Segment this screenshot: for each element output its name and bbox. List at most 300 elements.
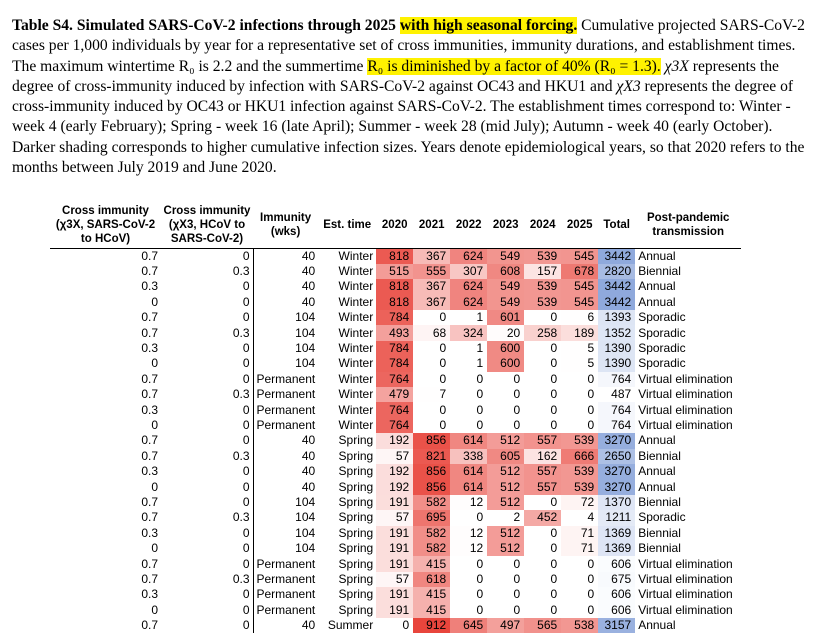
cell-y2025: 0: [561, 402, 598, 417]
cell-y2022: 0: [450, 602, 487, 617]
cell-total: 1369: [598, 541, 635, 556]
cell-cross-x3: 0: [161, 356, 253, 371]
cell-est-time: Spring: [338, 587, 374, 602]
cell-y2022: 12: [450, 495, 487, 510]
caption-highlight-forcing: with high seasonal forcing.: [399, 17, 578, 34]
cell-y2023: 497: [487, 618, 524, 633]
cell-y2025: 6: [561, 310, 598, 325]
cell-cross-x3: 0: [161, 279, 253, 294]
cell-total: 3270: [598, 433, 635, 448]
cell-cross-x3: 0.3: [161, 325, 253, 340]
cell-immunity: 40: [301, 248, 316, 263]
cell-est-time: Winter: [338, 294, 374, 309]
cell-total: 1370: [598, 495, 635, 510]
cell-cross-3x: 0: [151, 356, 158, 371]
cell-cross-3x: 0.7: [141, 371, 158, 386]
cell-immunity: 40: [301, 279, 316, 294]
cell-y2025: 0: [561, 602, 598, 617]
cell-total: 2650: [598, 449, 635, 464]
cell-y2021: 415: [413, 602, 450, 617]
cell-cross-x3: 0: [161, 295, 253, 310]
cell-y2024: 258: [524, 325, 561, 340]
cell-cross-x3: 0: [161, 402, 253, 417]
cell-est-time: Spring: [338, 571, 374, 586]
cell-immunity: Permanent: [256, 587, 316, 602]
cell-total: 3270: [598, 479, 635, 494]
cell-y2023: 512: [487, 526, 524, 541]
cell-y2023: 512: [487, 495, 524, 510]
cell-cross-3x: 0.7: [141, 618, 158, 633]
header-2020: 2020: [376, 202, 413, 248]
cell-y2021: 0: [413, 372, 450, 387]
cell-est-time: Winter: [338, 341, 374, 356]
cell-y2022: 0: [450, 387, 487, 402]
cell-y2021: 367: [413, 295, 450, 310]
cell-y2020: 784: [376, 356, 413, 371]
cell-y2021: 415: [413, 587, 450, 602]
infections-table: [50, 202, 741, 633]
cell-immunity: 104: [295, 341, 316, 356]
cell-est-time: Winter: [338, 402, 374, 417]
cell-y2020: 57: [376, 572, 413, 587]
cell-y2022: 0: [450, 418, 487, 433]
cell-y2022: 12: [450, 526, 487, 541]
cell-cross-3x: 0: [151, 541, 158, 556]
table-row: [50, 310, 741, 325]
cell-y2021: 555: [413, 264, 450, 279]
cell-y2021: 856: [413, 433, 450, 448]
cell-y2020: 784: [376, 341, 413, 356]
header-est-time: Est. time: [318, 202, 376, 248]
table-row: [50, 295, 741, 310]
cell-y2025: 0: [561, 556, 598, 571]
cell-total: 1390: [598, 341, 635, 356]
table-row: [50, 248, 741, 264]
cell-est-time: Spring: [338, 510, 374, 525]
cell-total: 764: [598, 372, 635, 387]
cell-cross-3x: 0.3: [141, 587, 158, 602]
cell-post: Biennial: [638, 541, 681, 556]
cell-y2025: 539: [561, 479, 598, 494]
cell-y2024: 0: [524, 526, 561, 541]
cell-est-time: Spring: [338, 541, 374, 556]
cell-y2025: 71: [561, 541, 598, 556]
header-2024: 2024: [524, 202, 561, 248]
table-row: [50, 356, 741, 371]
table-row: [50, 341, 741, 356]
table-row: [50, 479, 741, 494]
cell-y2020: 0: [376, 618, 413, 633]
cell-y2021: 856: [413, 479, 450, 494]
cell-y2021: 582: [413, 526, 450, 541]
cell-y2025: 539: [561, 433, 598, 448]
cell-total: 3442: [598, 295, 635, 310]
cell-immunity: Permanent: [256, 602, 316, 617]
cell-immunity: Permanent: [256, 387, 316, 402]
cell-est-time: Spring: [338, 479, 374, 494]
cell-y2024: 557: [524, 479, 561, 494]
cell-y2023: 20: [487, 325, 524, 340]
cell-post: Biennial: [638, 494, 681, 509]
cell-y2025: 0: [561, 372, 598, 387]
table-row: [50, 618, 741, 633]
cell-immunity: 104: [295, 525, 316, 540]
cell-y2024: 539: [524, 295, 561, 310]
cell-post: Annual: [638, 294, 676, 309]
cell-y2022: 1: [450, 341, 487, 356]
cell-y2024: 539: [524, 248, 561, 264]
cell-cross-3x: 0.7: [141, 571, 158, 586]
table-row: [50, 495, 741, 510]
cell-total: 487: [598, 387, 635, 402]
cell-y2023: 0: [487, 587, 524, 602]
cell-total: 1352: [598, 325, 635, 340]
cell-y2021: 582: [413, 541, 450, 556]
cell-post: Biennial: [638, 264, 681, 279]
cell-cross-x3: 0: [161, 526, 253, 541]
cell-cross-x3: 0: [161, 341, 253, 356]
cell-cross-3x: 0: [151, 479, 158, 494]
table-row: [50, 449, 741, 464]
table-row: [50, 587, 741, 602]
cell-y2024: 452: [524, 510, 561, 525]
cell-post: Biennial: [638, 448, 681, 463]
cell-est-time: Winter: [338, 279, 374, 294]
cell-y2024: 162: [524, 449, 561, 464]
table-caption: [12, 16, 812, 178]
cell-immunity: 40: [301, 618, 316, 633]
cell-y2024: 0: [524, 310, 561, 325]
cell-y2025: 0: [561, 572, 598, 587]
cell-y2020: 818: [376, 295, 413, 310]
cell-est-time: Spring: [338, 464, 374, 479]
cell-est-time: Winter: [338, 417, 374, 432]
cell-post: Sporadic: [638, 510, 686, 525]
cell-y2024: 557: [524, 433, 561, 448]
cell-post: Annual: [638, 279, 676, 294]
cell-y2020: 57: [376, 449, 413, 464]
cell-y2024: 0: [524, 556, 561, 571]
cell-y2024: 0: [524, 541, 561, 556]
cell-y2025: 545: [561, 248, 598, 264]
cell-y2021: 0: [413, 356, 450, 371]
cell-y2025: 0: [561, 418, 598, 433]
cell-y2025: 666: [561, 449, 598, 464]
cell-y2023: 549: [487, 295, 524, 310]
cell-y2020: 515: [376, 264, 413, 279]
cell-y2023: 549: [487, 248, 524, 264]
cell-total: 2820: [598, 264, 635, 279]
cell-post: Virtual elimination: [638, 587, 733, 602]
header-post-pandemic: Post-pandemic transmission: [635, 202, 741, 248]
cell-immunity: 40: [301, 448, 316, 463]
cell-y2022: 624: [450, 248, 487, 264]
cell-y2022: 624: [450, 295, 487, 310]
cell-est-time: Winter: [338, 387, 374, 402]
cell-y2023: 549: [487, 279, 524, 294]
cell-y2023: 0: [487, 572, 524, 587]
cell-cross-3x: 0.7: [141, 448, 158, 463]
table-row: [50, 526, 741, 541]
cell-y2021: 0: [413, 402, 450, 417]
caption-chi-3x: χ3X: [660, 57, 689, 75]
cell-y2020: 191: [376, 495, 413, 510]
cell-y2021: 0: [413, 310, 450, 325]
cell-est-time: Winter: [338, 310, 374, 325]
cell-y2024: 557: [524, 464, 561, 479]
cell-y2022: 0: [450, 587, 487, 602]
cell-y2025: 678: [561, 264, 598, 279]
table-row: [50, 556, 741, 571]
cell-immunity: 104: [295, 541, 316, 556]
cell-y2020: 764: [376, 418, 413, 433]
cell-y2020: 764: [376, 372, 413, 387]
table-row: [50, 602, 741, 617]
cell-immunity: 104: [295, 356, 316, 371]
cell-est-time: Winter: [338, 264, 374, 279]
cell-total: 1211: [598, 510, 635, 525]
cell-total: 1393: [598, 310, 635, 325]
cell-post: Annual: [638, 618, 676, 633]
cell-y2024: 0: [524, 372, 561, 387]
cell-cross-x3: 0: [161, 541, 253, 556]
cell-y2021: 912: [413, 618, 450, 633]
cell-est-time: Winter: [338, 248, 374, 263]
cell-cross-x3: 0: [161, 556, 253, 571]
cell-est-time: Spring: [338, 494, 374, 509]
cell-y2023: 605: [487, 449, 524, 464]
cell-immunity: Permanent: [256, 556, 316, 571]
cell-post: Virtual elimination: [638, 387, 733, 402]
cell-immunity: 40: [301, 464, 316, 479]
cell-y2024: 0: [524, 356, 561, 371]
cell-cross-3x: 0: [151, 294, 158, 309]
table-row: [50, 572, 741, 587]
cell-y2020: 191: [376, 526, 413, 541]
cell-y2023: 0: [487, 387, 524, 402]
cell-cross-x3: 0: [161, 479, 253, 494]
cell-cross-3x: 0.7: [141, 264, 158, 279]
header-2022: 2022: [450, 202, 487, 248]
cell-y2023: 2: [487, 510, 524, 525]
table-header-row: [50, 202, 741, 248]
cell-y2020: 818: [376, 279, 413, 294]
cell-y2025: 539: [561, 464, 598, 479]
cell-cross-3x: 0.3: [141, 402, 158, 417]
cell-y2021: 821: [413, 449, 450, 464]
cell-y2024: 539: [524, 279, 561, 294]
cell-cross-x3: 0.3: [161, 387, 253, 402]
cell-immunity: Permanent: [256, 371, 316, 386]
cell-est-time: Winter: [338, 356, 374, 371]
cell-y2023: 512: [487, 479, 524, 494]
cell-cross-3x: 0.7: [141, 510, 158, 525]
cell-y2022: 624: [450, 279, 487, 294]
cell-est-time: Winter: [338, 371, 374, 386]
cell-cross-x3: 0: [161, 464, 253, 479]
cell-y2024: 565: [524, 618, 561, 633]
cell-cross-3x: 0.3: [141, 525, 158, 540]
cell-post: Sporadic: [638, 325, 686, 340]
cell-cross-3x: 0.7: [141, 433, 158, 448]
table-row: [50, 325, 741, 340]
cell-total: 3442: [598, 248, 635, 264]
table-row: [50, 264, 741, 279]
cell-total: 3157: [598, 618, 635, 633]
cell-cross-3x: 0.7: [141, 387, 158, 402]
cell-y2020: 479: [376, 387, 413, 402]
cell-y2023: 0: [487, 556, 524, 571]
cell-y2022: 614: [450, 464, 487, 479]
cell-immunity: 40: [301, 433, 316, 448]
cell-y2022: 12: [450, 541, 487, 556]
caption-chi-x3: χX3: [616, 77, 641, 95]
caption-text-1: Cumulative projected SARS-CoV-2 cases per 1,000 individuals by year for a representative set of cross immunities, immunity durations, and establishment times. The maximum wintertime R₀ is 2.2 and the summertime: [12, 17, 805, 75]
cell-y2023: 0: [487, 372, 524, 387]
cell-y2024: 0: [524, 572, 561, 587]
cell-y2020: 192: [376, 464, 413, 479]
cell-cross-3x: 0.3: [141, 341, 158, 356]
cell-post: Sporadic: [638, 310, 686, 325]
cell-post: Annual: [638, 248, 676, 263]
cell-y2025: 545: [561, 279, 598, 294]
cell-post: Biennial: [638, 525, 681, 540]
cell-post: Virtual elimination: [638, 417, 733, 432]
cell-y2025: 189: [561, 325, 598, 340]
cell-total: 1390: [598, 356, 635, 371]
cell-y2021: 7: [413, 387, 450, 402]
cell-est-time: Spring: [338, 556, 374, 571]
cell-y2023: 600: [487, 341, 524, 356]
cell-immunity: 104: [295, 310, 316, 325]
cell-y2025: 5: [561, 356, 598, 371]
header-2023: 2023: [487, 202, 524, 248]
cell-y2023: 0: [487, 402, 524, 417]
table-row: [50, 402, 741, 417]
cell-y2024: 0: [524, 387, 561, 402]
cell-cross-x3: 0.3: [161, 572, 253, 587]
header-cross-immunity-x3: Cross immunity (χX3, HCoV to SARS-CoV-2): [161, 202, 253, 248]
cell-total: 3442: [598, 279, 635, 294]
cell-y2022: 1: [450, 310, 487, 325]
cell-est-time: Spring: [338, 448, 374, 463]
header-2025: 2025: [561, 202, 598, 248]
cell-y2023: 512: [487, 541, 524, 556]
cell-cross-x3: 0: [161, 602, 253, 617]
cell-immunity: 104: [295, 494, 316, 509]
cell-y2025: 4: [561, 510, 598, 525]
caption-title: Table S4. Simulated SARS-CoV-2 infections through 2025: [12, 17, 396, 34]
cell-cross-x3: 0.3: [161, 449, 253, 464]
cell-y2022: 1: [450, 356, 487, 371]
cell-y2025: 538: [561, 618, 598, 633]
cell-immunity: 104: [295, 510, 316, 525]
cell-post: Sporadic: [638, 341, 686, 356]
cell-y2022: 0: [450, 556, 487, 571]
cell-cross-3x: 0: [151, 602, 158, 617]
cell-y2021: 0: [413, 341, 450, 356]
cell-immunity: 104: [295, 325, 316, 340]
cell-cross-x3: 0: [161, 372, 253, 387]
cell-est-time: Summer: [327, 618, 374, 633]
cell-y2022: 614: [450, 479, 487, 494]
cell-y2025: 545: [561, 295, 598, 310]
cell-y2024: 0: [524, 418, 561, 433]
cell-y2020: 818: [376, 248, 413, 264]
cell-y2021: 695: [413, 510, 450, 525]
cell-cross-x3: 0.3: [161, 510, 253, 525]
cell-immunity: Permanent: [256, 402, 316, 417]
cell-cross-3x: 0.3: [141, 464, 158, 479]
cell-total: 606: [598, 587, 635, 602]
table-row: [50, 510, 741, 525]
table-row: [50, 541, 741, 556]
cell-est-time: Winter: [338, 325, 374, 340]
cell-y2022: 614: [450, 433, 487, 448]
cell-y2020: 191: [376, 556, 413, 571]
cell-cross-3x: 0.7: [141, 248, 158, 263]
cell-post: Virtual elimination: [638, 602, 733, 617]
caption-text-3: represents the degree of cross-immunity induced by OC43 or HKU1 infection against SARS-CoV-2. The establishment times correspond to: Winter - week 4 (early February); Spring - week 16 (late April); Summer - week 28 (mid July); Autumn - week 40 (early October). Darker shading corresponds to higher cumulative infection sizes. Years denote epidemiological years, so that 2020 refers to the months between July 2019 and June 2020.: [12, 77, 805, 177]
cell-immunity: 40: [301, 264, 316, 279]
cell-cross-x3: 0: [161, 495, 253, 510]
cell-y2022: 307: [450, 264, 487, 279]
cell-cross-3x: 0: [151, 417, 158, 432]
cell-y2023: 608: [487, 264, 524, 279]
cell-y2020: 493: [376, 325, 413, 340]
cell-y2025: 0: [561, 587, 598, 602]
cell-cross-3x: 0.7: [141, 310, 158, 325]
cell-cross-x3: 0: [161, 248, 253, 264]
cell-total: 764: [598, 402, 635, 417]
cell-y2020: 191: [376, 602, 413, 617]
table-row: [50, 418, 741, 433]
cell-y2024: 0: [524, 587, 561, 602]
caption-text-2: represents the degree of cross-immunity induced by infection with SARS-CoV-2 against OC43 and HKU1 and: [12, 57, 779, 95]
cell-post: Virtual elimination: [638, 371, 733, 386]
cell-y2025: 72: [561, 495, 598, 510]
cell-post: Virtual elimination: [638, 402, 733, 417]
header-cross-immunity-3x: Cross immunity (χ3X, SARS-CoV-2 to HCoV): [50, 202, 161, 248]
cell-y2022: 338: [450, 449, 487, 464]
cell-y2021: 856: [413, 464, 450, 479]
cell-y2021: 0: [413, 418, 450, 433]
cell-y2024: 0: [524, 602, 561, 617]
cell-immunity: 40: [301, 294, 316, 309]
cell-y2024: 157: [524, 264, 561, 279]
cell-y2023: 0: [487, 418, 524, 433]
header-2021: 2021: [413, 202, 450, 248]
cell-cross-3x: 0.7: [141, 325, 158, 340]
cell-cross-3x: 0.7: [141, 556, 158, 571]
cell-y2025: 5: [561, 341, 598, 356]
table-row: [50, 464, 741, 479]
cell-post: Annual: [638, 479, 676, 494]
cell-y2024: 0: [524, 495, 561, 510]
cell-est-time: Spring: [338, 433, 374, 448]
cell-y2023: 0: [487, 602, 524, 617]
cell-total: 764: [598, 418, 635, 433]
cell-y2022: 0: [450, 572, 487, 587]
cell-immunity: Permanent: [256, 571, 316, 586]
cell-cross-3x: 0.3: [141, 279, 158, 294]
cell-total: 675: [598, 572, 635, 587]
cell-post: Annual: [638, 464, 676, 479]
cell-immunity: Permanent: [256, 417, 316, 432]
cell-total: 606: [598, 556, 635, 571]
cell-total: 3270: [598, 464, 635, 479]
header-total: Total: [598, 202, 635, 248]
